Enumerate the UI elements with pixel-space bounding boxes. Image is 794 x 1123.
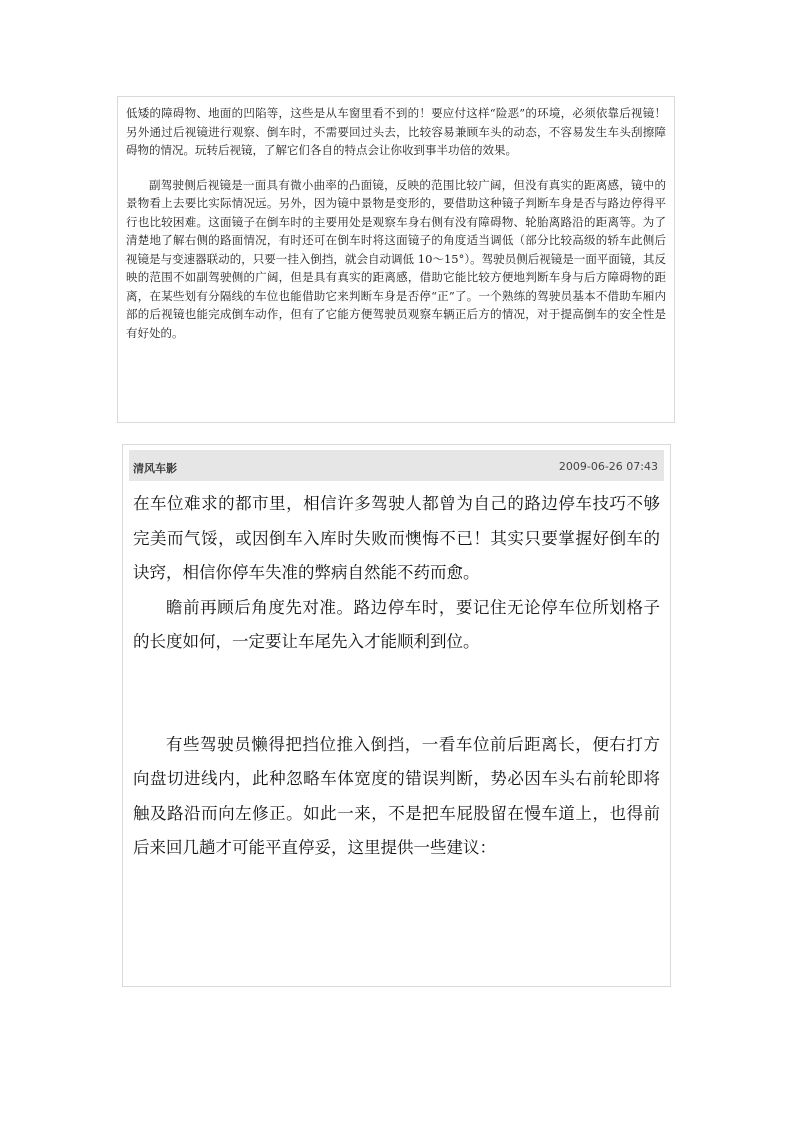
post-author[interactable]: 清风车影 — [133, 462, 177, 475]
article-box — [117, 96, 675, 423]
post-paragraph: 瞻前再顾后角度先对准。路边停车时，要记住无论停车位所划格子的长度如何，一定要让车尾先入才能顺利到位。 — [133, 597, 660, 651]
article-paragraph: 低矮的障碍物、地面的凹陷等，这些是从车窗里看不到的！要应付这样“险恶”的环境，必须依靠后视镜！另外通过后视镜进行观察、倒车时，不需要回过头去，比较容易兼顾车头的动态，不容易发生车头刮擦障碍物的情况。玩转后视镜，了解它们各自的特点会让你收到事半功倍的效果。 — [126, 106, 666, 157]
article-paragraph: 副驾驶侧后视镜是一面具有微小曲率的凸面镜，反映的范围比较广阔，但没有真实的距离感，镜中的景物看上去要比实际情况远。另外，因为镜中景物是变形的，要借助这种镜子判断车身是否与路边停得平行也比较困难。这面镜子在倒车时的主要用处是观察车身右侧有没有障碍物、轮胎离路沿的距离等。为了清楚地了解右侧的路面情况，有时还可在倒车时将这面镜子的角度适当调低（部分比较高级的轿车此侧后视镜是与变速器联动的，只要一挂入倒挡，就会自动调低 10～15°）。驾驶员侧后视镜是一面平面镜，其反映的范围不如副驾驶侧的广阔，但是具有真实的距离感，借助它能比较方便地判断车身与后方障碍物的距离，在某些划有分隔线的车位也能借助它来判断车身是否停“正”了。一个熟练的驾驶员基本不借助车厢内部的后视镜也能完成倒车动作，但有了它能方便驾驶员观察车辆正后方的情况，对于提高倒车的安全性是有好处的。 — [126, 177, 666, 340]
post-datetime: 2009-06-26 07:43 — [558, 460, 658, 473]
post-paragraph: 有些驾驶员懒得把挡位推入倒挡，一看车位前后距离长，便右打方向盘切进线内，此种忽略车体宽度的错误判断，势必因车头右前轮即将触及路沿而向左修正。如此一来，不是把车屁股留在慢车道上，也得前后来回几趟才可能平直停妥，这里提供一些建议： — [133, 734, 660, 857]
forum-post — [122, 444, 671, 987]
post-paragraph: 在车位难求的都市里，相信许多驾驶人都曾为自己的路边停车技巧不够完美而气馁，或因倒车入库时失败而懊悔不已！其实只要掌握好倒车的诀窍，相信你停车失准的弊病自然能不药而愈。 — [133, 494, 660, 582]
post-body — [129, 481, 664, 866]
blank-space — [133, 660, 660, 728]
post-header — [129, 450, 664, 481]
